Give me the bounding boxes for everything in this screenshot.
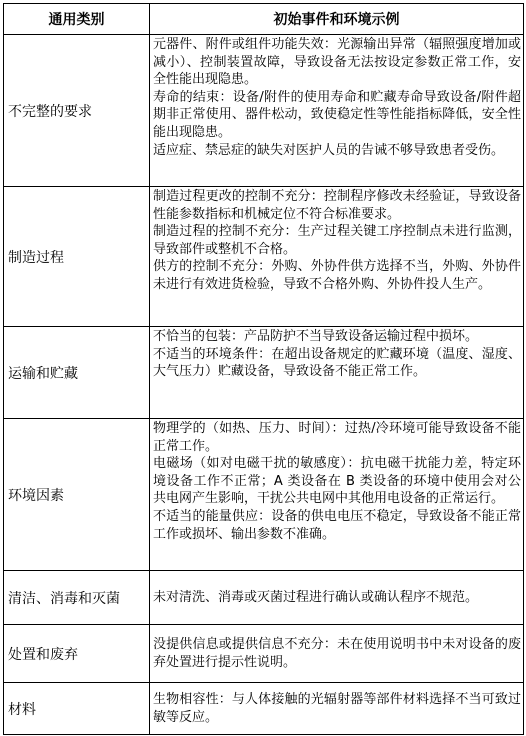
example-item: 供方的控制不充分：外购、外协件供方选择不当，外购、外协件未进行有效进货检验，导致不合格外购、外协件投人生产。 xyxy=(153,259,521,292)
table-row xyxy=(4,419,524,571)
hazard-table xyxy=(3,3,524,735)
example-cell xyxy=(150,187,524,327)
table-row xyxy=(4,571,524,625)
example-item: 寿命的结束：设备/附件的使用寿命和贮藏寿命导致设备/附件超期非正常使用、器件松动，致使稳定性等性能指标降低，安全性能出现隐患。 xyxy=(153,89,521,140)
category-cell: 处置和废弃 xyxy=(4,625,150,683)
table-row xyxy=(4,625,524,683)
example-item: 电磁场（如对电磁干扰的敏感度）：抗电磁干扰能力差，特定环境设备工作不正常；A 类设备在 B 类设备的环境中使用会对公共电网产生影响，干扰公共电网中其他用电设备的正常运行。 xyxy=(153,456,521,507)
category-cell: 环境因素 xyxy=(4,419,150,571)
example-item: 不恰当的包装：产品防护不当导致设备运输过程中损坏。 xyxy=(153,329,479,344)
example-item: 没提供信息或提供信息不充分：未在使用说明书中未对设备的废弃处置进行提示性说明。 xyxy=(153,636,521,670)
example-item: 物理学的（如热、压力、时间）：过热/冷环境可能导致设备不能正常工作。 xyxy=(153,421,521,454)
example-item: 适应症、禁忌症的缺失对医护人员的告诫不够导致患者受伤。 xyxy=(153,142,505,158)
table-row xyxy=(4,683,524,735)
example-item: 不适当的环境条件：在超出设备规定的贮藏环境（温度、湿度、大气压力）贮藏设备，导致设备不能正常工作。 xyxy=(153,346,521,380)
table-row xyxy=(4,187,524,327)
category-cell: 清洁、消毒和灭菌 xyxy=(4,571,150,625)
example-cell xyxy=(150,327,524,419)
example-item: 元器件、附件或组件功能失效：光源输出异常（辐照强度增加或减小）、控制装置故障，导致设备无法按设定参数正常工作，安全性能出现隐患。 xyxy=(153,37,521,88)
example-item: 生物相容性：与人体接触的光辐射器等部件材料选择不当可致过敏等反应。 xyxy=(153,691,521,725)
category-cell: 运输和贮藏 xyxy=(4,327,150,419)
example-cell xyxy=(150,683,524,735)
example-item: 不适当的能量供应：设备的供电电压不稳定，导致设备不能正常工作或损坏、输出参数不准确。 xyxy=(153,508,521,542)
table-row xyxy=(4,35,524,187)
category-cell: 材料 xyxy=(4,683,150,735)
example-item: 未对清洗、消毒或灭菌过程进行确认或确认程序不规范。 xyxy=(153,589,479,605)
example-cell xyxy=(150,625,524,683)
table-header-row xyxy=(4,4,524,35)
header-initial-events: 初始事件和环境示例 xyxy=(150,4,524,35)
table-row xyxy=(4,327,524,419)
example-cell xyxy=(150,419,524,571)
example-cell xyxy=(150,35,524,187)
category-cell: 不完整的要求 xyxy=(4,35,150,187)
example-item: 制造过程更改的控制不充分：控制程序修改未经验证，导致设备性能参数指标和机械定位不符合标准要求。 xyxy=(153,189,521,222)
hazard-table-container xyxy=(3,3,523,733)
category-cell: 制造过程 xyxy=(4,187,150,327)
example-item: 制造过程的控制不充分：生产过程关键工序控制点未进行监测，导致部件或整机不合格。 xyxy=(153,224,521,257)
header-general-category: 通用类别 xyxy=(4,4,150,35)
example-cell xyxy=(150,571,524,625)
